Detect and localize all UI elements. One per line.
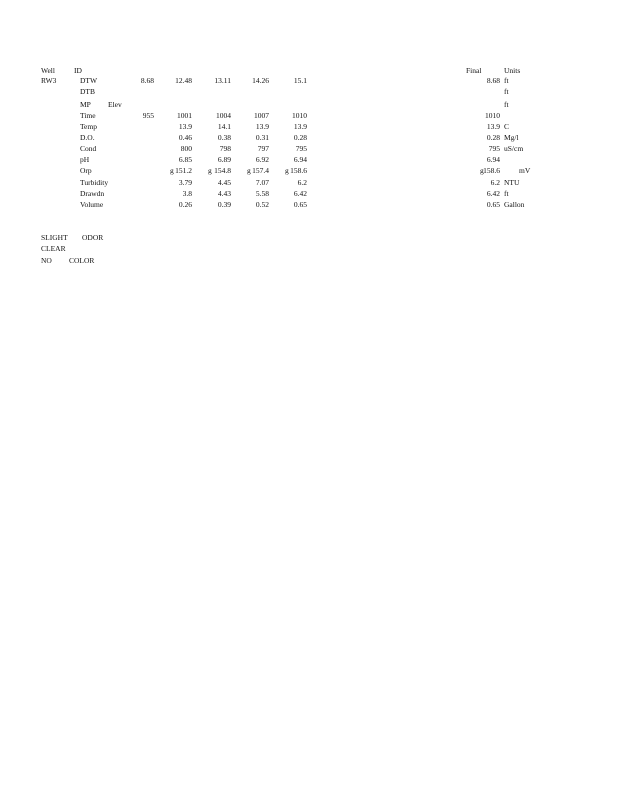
unit-turbidity: NTU — [504, 178, 520, 187]
reading-turbidity-1: 3.79 — [178, 178, 192, 187]
unit-cond: uS/cm — [504, 144, 524, 153]
reading-orp-4: 158.6 — [290, 166, 307, 175]
reading-ph-3: 6.92 — [255, 155, 269, 164]
reading-dtw-4: 15.1 — [293, 76, 307, 85]
reading-cond-3: 797 — [257, 144, 269, 153]
reading-dtw-2: 13.11 — [214, 76, 231, 85]
header-final-label: Final — [466, 66, 482, 75]
param-label-turbidity: Turbidity — [80, 178, 109, 187]
final-temp: 13.9 — [486, 122, 500, 131]
orp-prefix-2: g — [208, 166, 212, 175]
final-d-o: 0.28 — [486, 133, 500, 142]
unit-temp: C — [504, 122, 510, 131]
reading-cond-4: 795 — [295, 144, 307, 153]
final-cond: 795 — [488, 144, 500, 153]
reading-cond-2: 798 — [219, 144, 231, 153]
reading-ph-4: 6.94 — [293, 155, 307, 164]
unit-volume: Gallon — [504, 200, 525, 209]
reading-temp-4: 13.9 — [293, 122, 307, 131]
reading-volume-1: 0.26 — [178, 200, 192, 209]
reading-cond-1: 800 — [180, 144, 192, 153]
orp-prefix-4: g — [285, 166, 289, 175]
note-color-level: NO — [41, 256, 52, 265]
reading-time-1: 1001 — [177, 111, 192, 120]
param-label-temp: Temp — [80, 122, 97, 131]
reading-drawdn-2: 4.43 — [217, 189, 231, 198]
reading-drawdn-3: 5.58 — [255, 189, 269, 198]
reading-orp-2: 154.8 — [214, 166, 231, 175]
unit-orp: mV — [519, 166, 531, 175]
well-id-value: RW3 — [41, 76, 57, 85]
reading-time-2: 1004 — [216, 111, 231, 120]
reading-orp-3: 157.4 — [252, 166, 269, 175]
reading-orp-1: 151.2 — [175, 166, 192, 175]
reading-d-o-2: 0.38 — [217, 133, 231, 142]
param-label-time: Time — [80, 111, 96, 120]
reading-volume-2: 0.39 — [217, 200, 231, 209]
header-id-label: ID — [74, 66, 82, 75]
note-color-label: COLOR — [69, 256, 95, 265]
param-label-cond: Cond — [80, 144, 97, 153]
param-label-dtb: DTB — [80, 87, 95, 96]
final-orp: 158.6 — [483, 166, 500, 175]
reading-ph-2: 6.89 — [217, 155, 231, 164]
note-odor-level: SLIGHT — [41, 233, 68, 242]
reading-time-4: 1010 — [292, 111, 307, 120]
reading-dtw-3: 14.26 — [252, 76, 269, 85]
reading-temp-2: 14.1 — [217, 122, 231, 131]
unit-dtb: ft — [504, 87, 509, 96]
mp-elev-label: Elev — [108, 100, 122, 109]
param-label-d-o: D.O. — [80, 133, 95, 142]
final-ph: 6.94 — [486, 155, 500, 164]
reading-temp-1: 13.9 — [178, 122, 192, 131]
reading-drawdn-4: 6.42 — [293, 189, 307, 198]
param-label-drawdn: Drawdn — [80, 189, 105, 198]
reading-d-o-1: 0.46 — [178, 133, 192, 142]
reading-d-o-4: 0.28 — [293, 133, 307, 142]
final-volume: 0.65 — [486, 200, 500, 209]
reading-volume-3: 0.52 — [255, 200, 269, 209]
note-odor-label: ODOR — [82, 233, 104, 242]
initial-time: 955 — [142, 111, 154, 120]
header-well-label: Well — [41, 66, 55, 75]
final-time: 1010 — [485, 111, 500, 120]
unit-dtw: ft — [504, 76, 509, 85]
final-dtw: 8.68 — [486, 76, 500, 85]
reading-dtw-1: 12.48 — [175, 76, 192, 85]
param-label-mp: MP — [80, 100, 91, 109]
note-clarity: CLEAR — [41, 244, 66, 253]
param-label-dtw: DTW — [80, 76, 98, 85]
reading-turbidity-3: 7.07 — [255, 178, 269, 187]
orp-prefix-final: g — [480, 166, 484, 175]
reading-ph-1: 6.85 — [178, 155, 192, 164]
reading-turbidity-4: 6.2 — [297, 178, 307, 187]
unit-drawdn: ft — [504, 189, 509, 198]
final-drawdn: 6.42 — [486, 189, 500, 198]
reading-d-o-3: 0.31 — [255, 133, 269, 142]
orp-prefix-3: g — [247, 166, 251, 175]
param-label-ph: pH — [80, 155, 90, 164]
orp-prefix-1: g — [170, 166, 174, 175]
param-label-volume: Volume — [80, 200, 104, 209]
header-units-label: Units — [504, 66, 521, 75]
param-label-orp: Orp — [80, 166, 92, 175]
reading-volume-4: 0.65 — [293, 200, 307, 209]
final-turbidity: 6.2 — [490, 178, 500, 187]
reading-turbidity-2: 4.45 — [217, 178, 231, 187]
reading-time-3: 1007 — [254, 111, 269, 120]
unit-d-o: Mg/l — [504, 133, 519, 142]
initial-dtw: 8.68 — [140, 76, 154, 85]
unit-mp: ft — [504, 100, 509, 109]
reading-temp-3: 13.9 — [255, 122, 269, 131]
reading-drawdn-1: 3.8 — [182, 189, 192, 198]
